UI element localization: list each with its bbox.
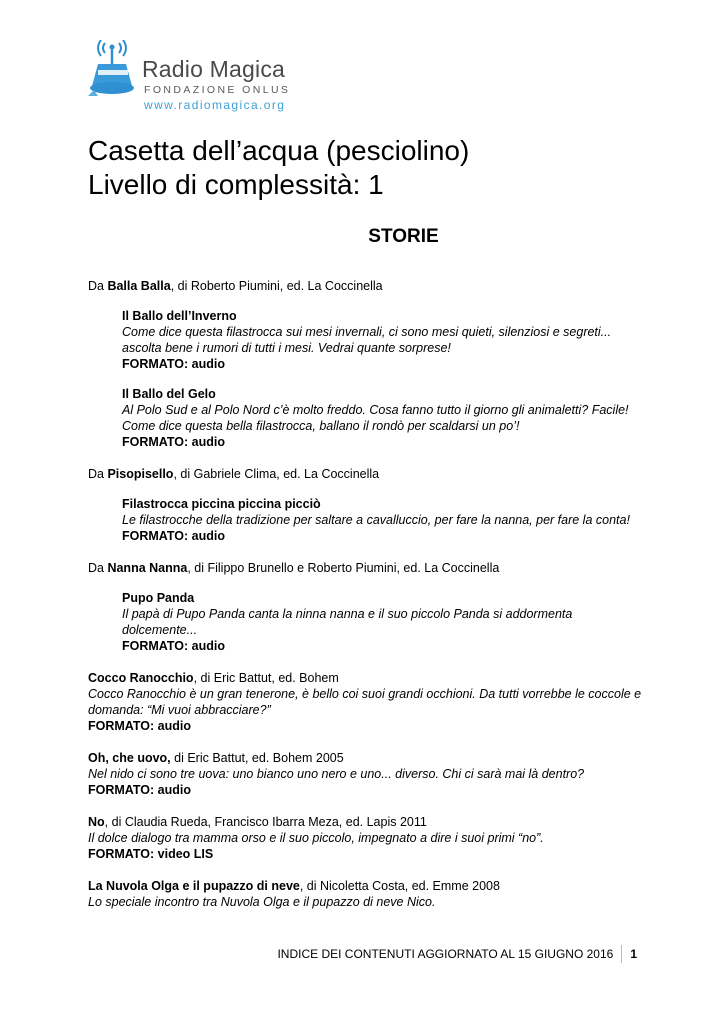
page-title <box>88 134 469 202</box>
story-description: Nel nido ci sono tre uova: uno bianco uno nero e uno... diverso. Chi ci sarà mai là dentro? <box>88 767 585 781</box>
content <box>88 278 648 926</box>
standalone-story <box>88 670 648 734</box>
story <box>122 590 648 654</box>
book-source: Da Balla Balla, di Roberto Piumini, ed. La Coccinella <box>88 279 383 293</box>
title-line-1: Casetta dell’acqua (pesciolino) <box>88 135 470 166</box>
story-header: Cocco Ranocchio, di Eric Battut, ed. Bohem <box>88 671 339 685</box>
story-description: Come dice questa filastrocca sui mesi invernali, ci sono mesi quieti, silenziosi e segreti... ascolta bene i rumori di tutti i mesi. Vedrai quante sorprese! <box>122 325 612 355</box>
logo-subtitle: FONDAZIONE ONLUS <box>144 84 291 96</box>
section-heading: STORIE <box>368 226 439 247</box>
standalone-story <box>88 750 648 798</box>
story <box>122 386 648 450</box>
story-description: Il papà di Pupo Panda canta la ninna nanna e il suo piccolo Panda si addormenta dolcemente... <box>122 607 573 637</box>
story-description: Le filastrocche della tradizione per saltare a cavalluccio, per fare la nanna, per fare la conta! <box>122 513 630 527</box>
page-number: 1 <box>630 947 637 961</box>
standalone-story <box>88 878 648 910</box>
story <box>122 496 648 544</box>
page-footer <box>277 945 637 963</box>
story-description: Cocco Ranocchio è un gran tenerone, è bello coi suoi grandi occhioni. Da tutti vorrebbe le coccole e domanda: “Mi vuoi abbracciare?” <box>88 687 642 717</box>
story-header: Oh, che uovo, di Eric Battut, ed. Bohem 2005 <box>88 751 344 765</box>
story-description: Lo speciale incontro tra Nuvola Olga e il pupazzo di neve Nico. <box>88 895 436 909</box>
story-title: Filastrocca piccina piccina picciò <box>122 497 321 511</box>
logo-url: www.radiomagica.org <box>144 98 286 112</box>
logo-name: Radio Magica <box>142 56 286 82</box>
story-format: FORMATO: audio <box>122 639 225 653</box>
story-format: FORMATO: audio <box>122 435 225 449</box>
book-group <box>88 278 648 450</box>
story-format: FORMATO: audio <box>122 357 225 371</box>
story-format: FORMATO: video LIS <box>88 847 214 861</box>
footer-divider <box>621 945 622 963</box>
book-group <box>88 466 648 544</box>
story-title: Pupo Panda <box>122 591 195 605</box>
story-header: No, di Claudia Rueda, Francisco Ibarra Meza, ed. Lapis 2011 <box>88 815 427 829</box>
radio-hat-icon <box>88 40 144 102</box>
story-title: Il Ballo dell’Inverno <box>122 309 237 323</box>
standalone-story <box>88 814 648 862</box>
book-source: Da Nanna Nanna, di Filippo Brunello e Roberto Piumini, ed. La Coccinella <box>88 561 500 575</box>
title-line-2: Livello di complessità: 1 <box>88 169 384 200</box>
story-header: La Nuvola Olga e il pupazzo di neve, di Nicoletta Costa, ed. Emme 2008 <box>88 879 500 893</box>
logo <box>88 40 328 115</box>
story-format: FORMATO: audio <box>122 529 225 543</box>
book-source: Da Pisopisello, di Gabriele Clima, ed. La Coccinella <box>88 467 380 481</box>
book-group <box>88 560 648 654</box>
story-description: Il dolce dialogo tra mamma orso e il suo piccolo, impegnato a dire i suoi primi “no”. <box>88 831 544 845</box>
story-format: FORMATO: audio <box>88 783 191 797</box>
story-description: Al Polo Sud e al Polo Nord c’è molto freddo. Cosa fanno tutto il giorno gli animaletti? Facile! Come dice questa bella filastrocca, ballano il rondò per scaldarsi un po’! <box>122 403 629 433</box>
footer-text: INDICE DEI CONTENUTI AGGIORNATO AL 15 GIUGNO 2016 <box>277 947 614 961</box>
story <box>122 308 648 372</box>
story-format: FORMATO: audio <box>88 719 191 733</box>
story-title: Il Ballo del Gelo <box>122 387 216 401</box>
